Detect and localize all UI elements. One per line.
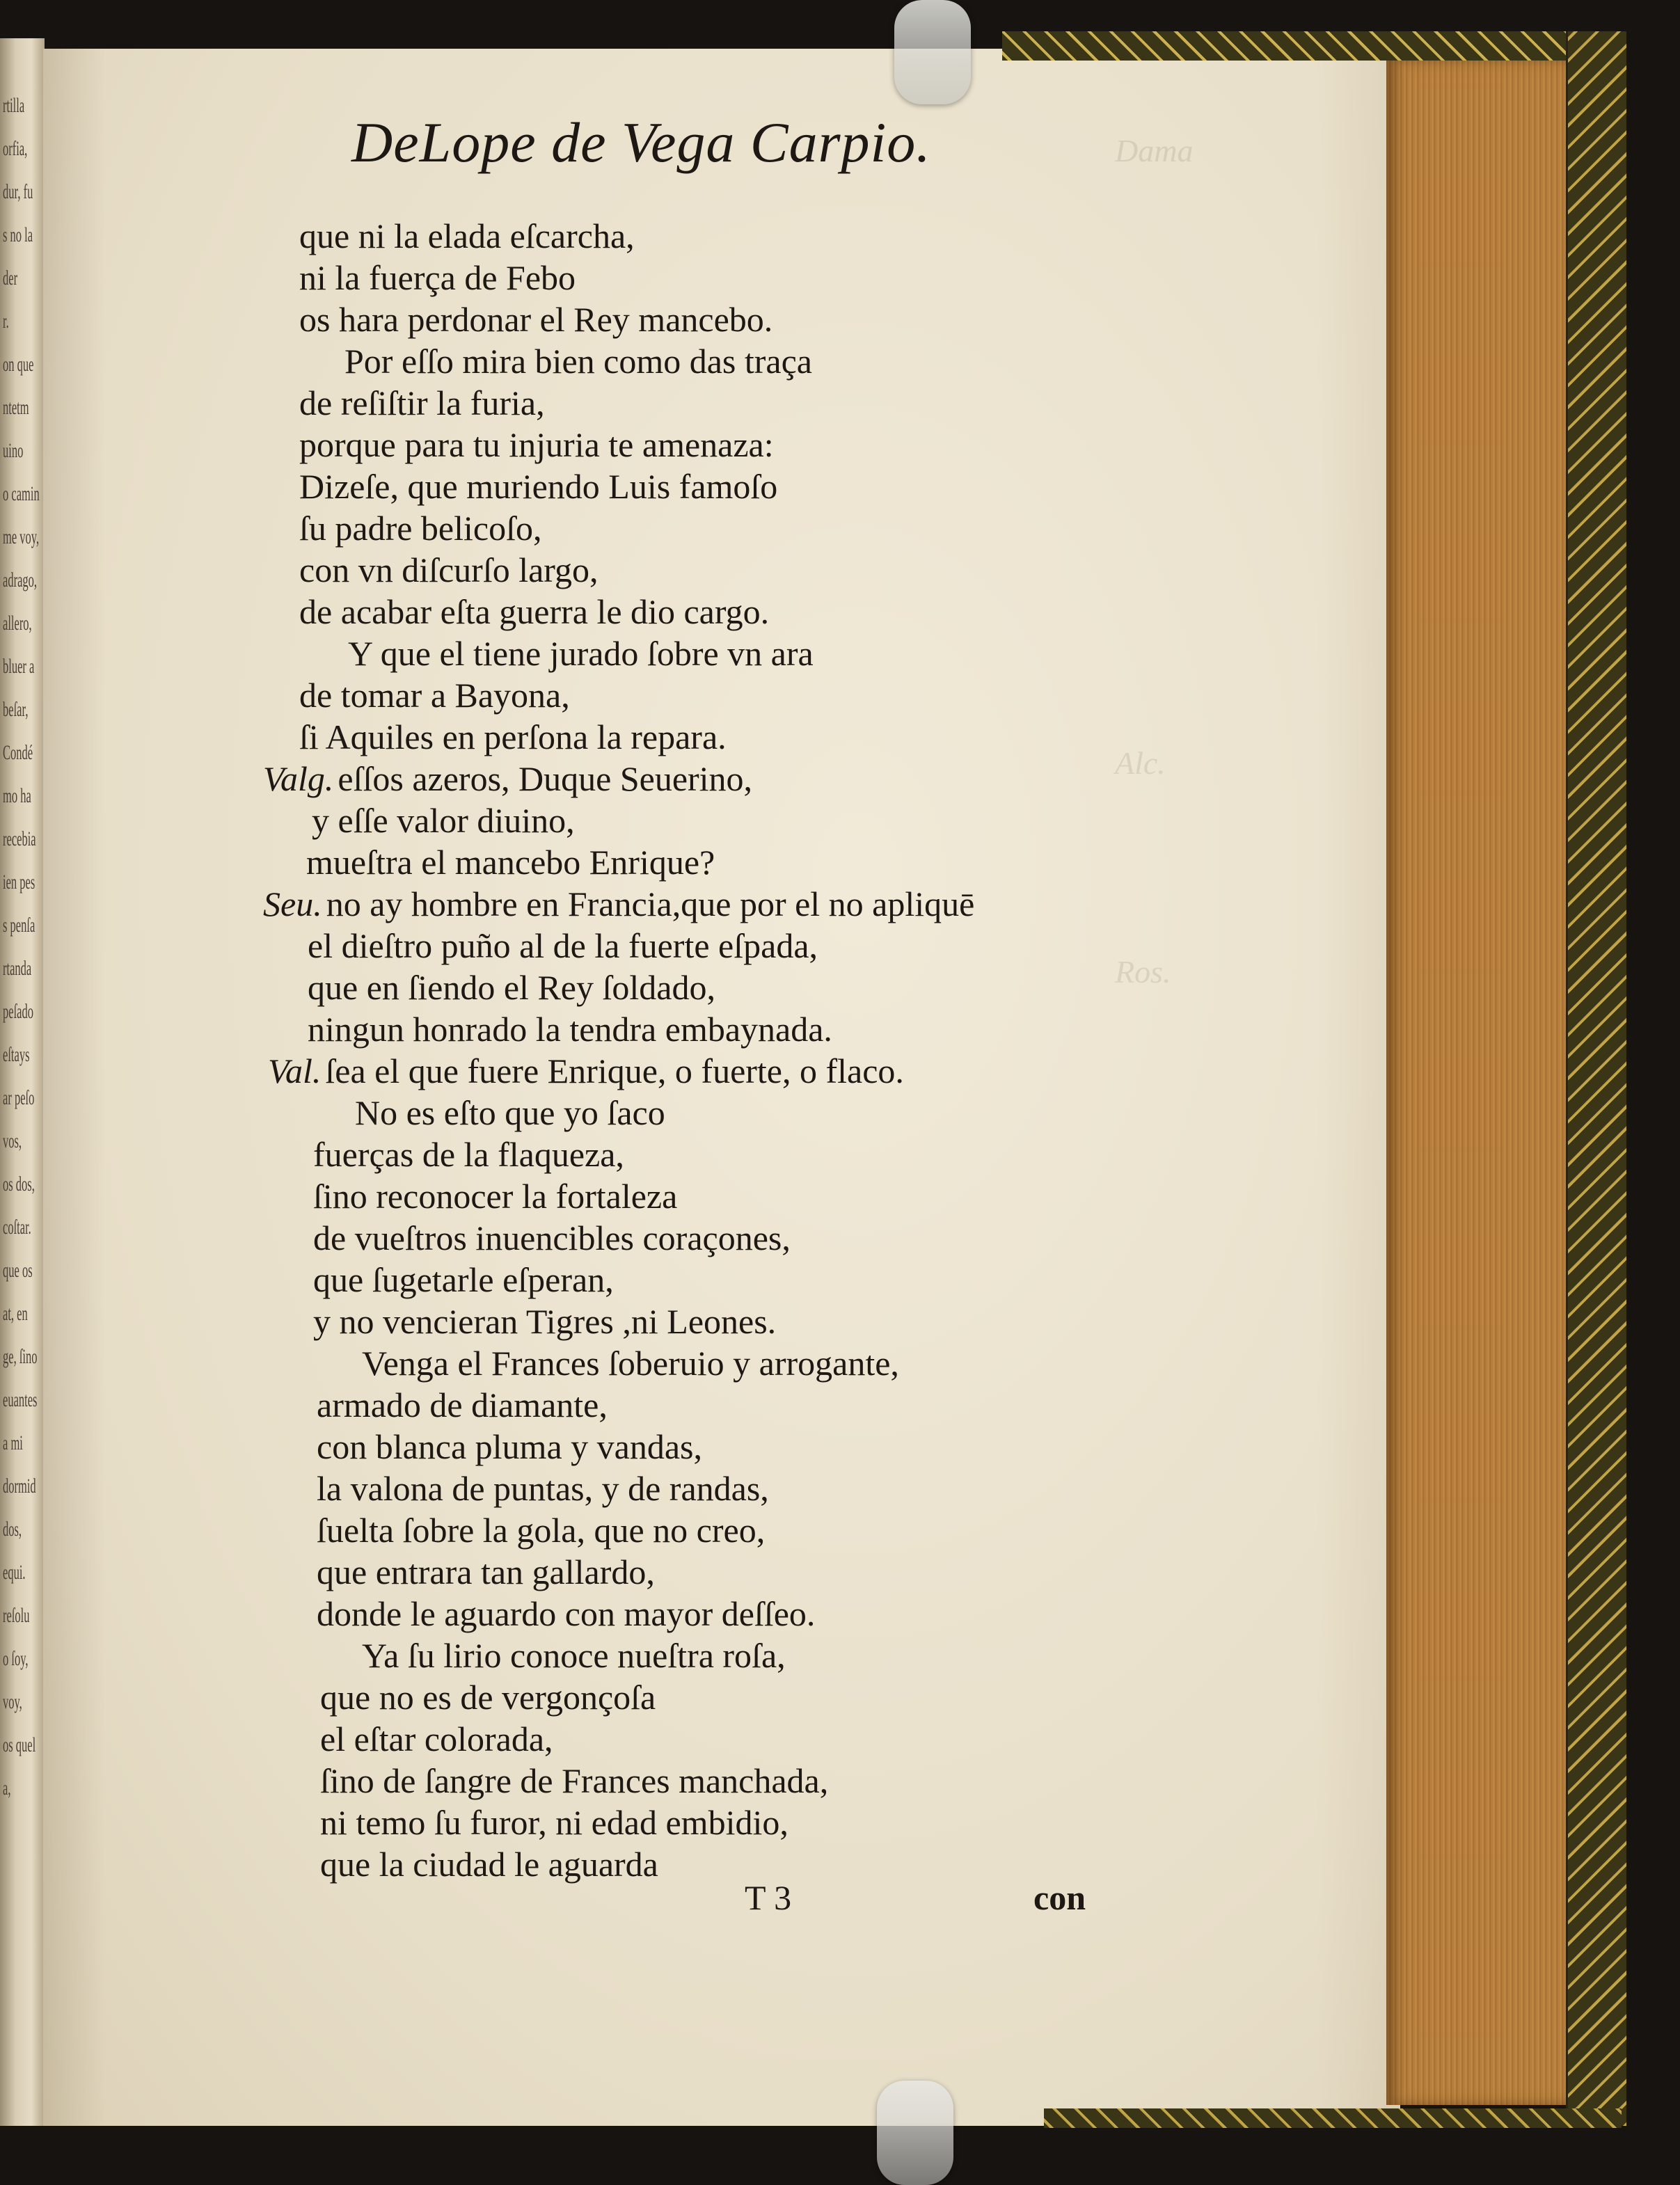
verse-line (320, 1802, 789, 1843)
show-through-text: Dama (1115, 133, 1194, 168)
verse-line-text: ningun honrado la tendra embaynada. (308, 1010, 832, 1049)
left-page-fragment: s no la (3, 223, 33, 246)
verse-line-text: no ay hombre en Francia,que por el no apliquē (326, 884, 975, 923)
signature-mark: T 3 (745, 1878, 792, 1917)
verse-line (268, 1051, 904, 1091)
verse-line (348, 633, 814, 674)
verse-line (320, 1844, 658, 1884)
page-clip-bottom (877, 2081, 953, 2185)
left-page-fragment: os quel (3, 1733, 36, 1756)
verse-line (362, 1635, 786, 1676)
verse-line (317, 1468, 769, 1509)
verse-line-text: ſino de ſangre de Frances manchada, (320, 1761, 829, 1800)
verse-line (299, 591, 769, 632)
left-page-fragment: a, (3, 1777, 11, 1799)
verse-line-text: que entrara tan gallardo, (317, 1552, 655, 1591)
binding-top-edge (1002, 31, 1622, 61)
verse-line-text: donde le aguardo con mayor deſſeo. (317, 1594, 816, 1633)
left-page-fragment: allero, (3, 612, 32, 635)
left-page-fragment: dormid (3, 1475, 36, 1497)
verse-line (320, 1761, 828, 1801)
verse-line (313, 1134, 624, 1175)
verse-line-text: eſſos azeros, Duque Seuerino, (338, 759, 753, 798)
verse-line (313, 1260, 614, 1300)
left-page-fragment: beſar, (3, 698, 29, 721)
verse-line-text: Dizeſe, que muriendo Luis famoſo (299, 467, 778, 506)
verse-line-text: de vueſtros inuencibles coraçones, (313, 1218, 791, 1257)
verse-line (317, 1552, 655, 1592)
left-page-fragment: mo ha (3, 784, 31, 807)
gilt-fore-edge (1386, 59, 1595, 2105)
left-page-fragment: ien pes (3, 871, 35, 893)
verse-line (317, 1427, 702, 1467)
verse-line-text: ni la fuerça de Febo (299, 258, 576, 297)
verse-line (299, 424, 774, 465)
verse-line (306, 842, 715, 882)
verse-line-text: Por eſſo mira bien como das traça (344, 342, 812, 381)
verse-line (344, 341, 812, 381)
verse-line-text: armado de diamante, (317, 1385, 608, 1424)
verse-line (313, 1218, 791, 1258)
verse-line-text: de acabar eſta guerra le dio cargo. (299, 592, 770, 631)
left-page-fragment: ar peſo (3, 1086, 35, 1109)
left-page-fragment: s penſa (3, 914, 35, 937)
left-page-fragment: reſolu (3, 1604, 30, 1627)
verse-line-text: ſi Aquiles en perſona la repara. (299, 717, 727, 756)
speaker-label: Seu. (263, 884, 322, 923)
left-page-fragment: adrago, (3, 569, 38, 591)
verse-line-text: No es eſto que yo ſaco (355, 1093, 665, 1132)
verse-line (299, 257, 576, 298)
speaker-label: Valg. (263, 759, 334, 798)
verse-line (263, 884, 974, 924)
verse-line-text: con blanca pluma y vandas, (317, 1427, 702, 1466)
left-page-fragment: uino (3, 439, 24, 462)
left-page-fragment: ntetm (3, 396, 29, 419)
page-clip-top (894, 0, 971, 104)
left-page-fragment: vos, (3, 1129, 22, 1152)
verse-line (299, 550, 599, 590)
left-page-fragment: os dos, (3, 1173, 35, 1195)
verse-line (299, 466, 777, 507)
verse-line-text: fuerças de la flaqueza, (313, 1135, 624, 1174)
verse-line (299, 717, 727, 757)
verse-line-text: ſuelta ſobre la gola, que no creo, (317, 1511, 766, 1550)
left-page-fragment: on que (3, 353, 34, 376)
verse-line-text: Ya ſu lirio conoce nueſtra roſa, (362, 1636, 786, 1675)
verse-line-text: Venga el Frances ſoberuio y arrogante, (362, 1344, 899, 1383)
verse-line (312, 800, 575, 841)
verse-line (299, 299, 772, 340)
verse-line (355, 1092, 665, 1133)
verse-line-text: el eſtar colorada, (320, 1719, 553, 1758)
verse-line-text: ſino reconocer la fortaleza (313, 1177, 678, 1216)
left-page-fragment: coſtar. (3, 1216, 31, 1239)
verse-line-text: el dieſtro puño al de la fuerte eſpada, (308, 926, 818, 965)
binding-bottom-edge (1044, 2108, 1622, 2128)
left-page-fragment: que os (3, 1259, 33, 1282)
left-page-fragment: bluer a (3, 655, 35, 678)
show-through-text: Alc. (1115, 745, 1166, 781)
verse-line-text: que en ſiendo el Rey ſoldado, (308, 968, 715, 1007)
verse-line (313, 1176, 677, 1216)
verse-line (308, 1009, 832, 1049)
verse-line-text: mueſtra el mancebo Enrique? (306, 843, 715, 882)
left-page-fragment: equi. (3, 1561, 26, 1584)
verse-line-text: que la ciudad le aguarda (320, 1845, 658, 1884)
left-page-fragment: recebia (3, 827, 36, 850)
verse-line-text: con vn diſcurſo largo, (299, 550, 599, 589)
left-page-fragment: voy, (3, 1690, 22, 1713)
verse-line (362, 1343, 899, 1383)
verse-line-text: que ſugetarle eſperan, (313, 1260, 614, 1299)
verse-line-text: la valona de puntas, y de randas, (317, 1469, 769, 1508)
left-page-fragment: o ſoy, (3, 1647, 29, 1670)
left-page-fragment: eſtays (3, 1043, 30, 1066)
left-page-fragment: euantes (3, 1388, 38, 1411)
left-page-edge (0, 38, 45, 2126)
running-header: DeLope de Vega Carpio. (351, 111, 931, 174)
left-page-fragment: me voy, (3, 525, 40, 548)
left-page-fragment: o camin (3, 482, 40, 505)
left-page-fragment: dos, (3, 1518, 22, 1541)
verse-line-text: Y que el tiene jurado ſobre vn ara (348, 634, 814, 673)
verse-line-text: y no vencieran Tigres ,ni Leones. (313, 1302, 777, 1341)
show-through-text: Ros. (1115, 954, 1171, 990)
left-page-fragment: rtilla (3, 94, 25, 117)
verse-line-text: que no es de vergonçoſa (320, 1678, 656, 1717)
verse-line-text: y eſſe valor diuino, (312, 801, 575, 840)
verse-line (263, 758, 752, 799)
verse-line (313, 1301, 776, 1342)
verse-line (308, 925, 818, 966)
verse-line-text: ni temo ſu furor, ni edad embidio, (320, 1803, 789, 1842)
verse-line (317, 1385, 608, 1425)
left-page-fragment: at, en (3, 1302, 28, 1325)
verse-line (308, 967, 715, 1008)
verse-line-text: de tomar a Bayona, (299, 676, 570, 715)
catchword: con (1033, 1878, 1086, 1917)
left-page-fragment: ge, ſino (3, 1345, 38, 1368)
verse-line (320, 1677, 656, 1717)
verse-line (317, 1594, 815, 1634)
binding-right-edge (1566, 31, 1626, 2126)
verse-line (299, 675, 570, 715)
verse-line (317, 1510, 765, 1550)
verse-line-text: que ni la elada eſcarcha, (299, 216, 635, 255)
left-page-fragment: Condé (3, 741, 33, 764)
verse-line (299, 216, 635, 256)
verse-line-text: os hara perdonar el Rey mancebo. (299, 300, 773, 339)
verse-line (299, 383, 545, 423)
verse-line-text: de reſiſtir la furia, (299, 383, 545, 422)
verse-line (320, 1719, 553, 1759)
verse-line-text: porque para tu injuria te amenaza: (299, 425, 774, 464)
verse-line (299, 508, 542, 548)
verse-line-text: ſu padre belicoſo, (299, 509, 542, 548)
left-page-fragment: rtanda (3, 957, 32, 980)
speaker-label: Val. (268, 1051, 322, 1090)
left-page-fragment: a mi (3, 1431, 23, 1454)
verse-line-text: ſea el que fuere Enrique, o fuerte, o flaco. (325, 1051, 904, 1090)
left-page-fragment: peſado (3, 1000, 33, 1023)
left-page-fragment: orfia, (3, 137, 28, 160)
left-page-fragment: dur, fu (3, 180, 33, 203)
left-page-fragment: der (3, 267, 18, 289)
left-page-fragment: r. (3, 310, 9, 333)
